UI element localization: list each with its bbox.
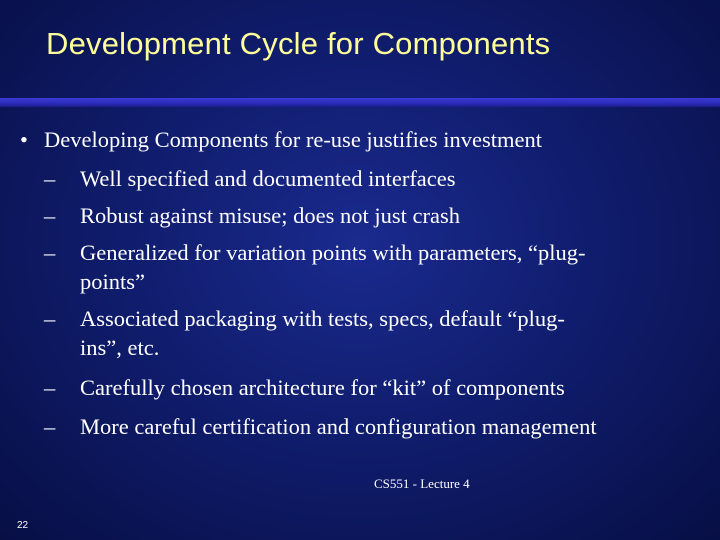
sub-point-text: Associated packaging with tests, specs, default “plug- [80, 306, 565, 331]
sub-point [44, 164, 456, 193]
sub-point [44, 412, 597, 441]
sub-point-text: Carefully chosen architecture for “kit” of components [80, 375, 565, 400]
slide-number: 22 [17, 520, 29, 531]
sub-marker: – [44, 306, 56, 331]
main-bullet [20, 127, 542, 153]
sub-marker: – [44, 375, 56, 400]
sub-marker: – [44, 240, 56, 265]
slide-footer: CS551 - Lecture 4 [374, 476, 470, 491]
sub-point [44, 201, 460, 230]
slide-title: Development Cycle for Components [46, 26, 551, 61]
main-bullet-text: Developing Components for re-use justifies investment [44, 127, 543, 152]
sub-marker: – [44, 414, 56, 439]
sub-point-text: Robust against misuse; does not just crash [80, 203, 460, 228]
sub-point-text: More careful certification and configuration management [80, 414, 597, 439]
sub-point-continuation: ins”, etc. [80, 335, 160, 360]
sub-point-continuation: points” [80, 269, 145, 294]
sub-marker: – [44, 166, 56, 191]
sub-point-text: Generalized for variation points with parameters, “plug- [80, 240, 586, 265]
sub-point [44, 373, 565, 402]
bullet-marker: • [20, 127, 28, 152]
sub-point [44, 304, 565, 362]
sub-marker: – [44, 203, 56, 228]
sub-point [44, 238, 585, 296]
sub-point-text: Well specified and documented interfaces [80, 166, 456, 191]
